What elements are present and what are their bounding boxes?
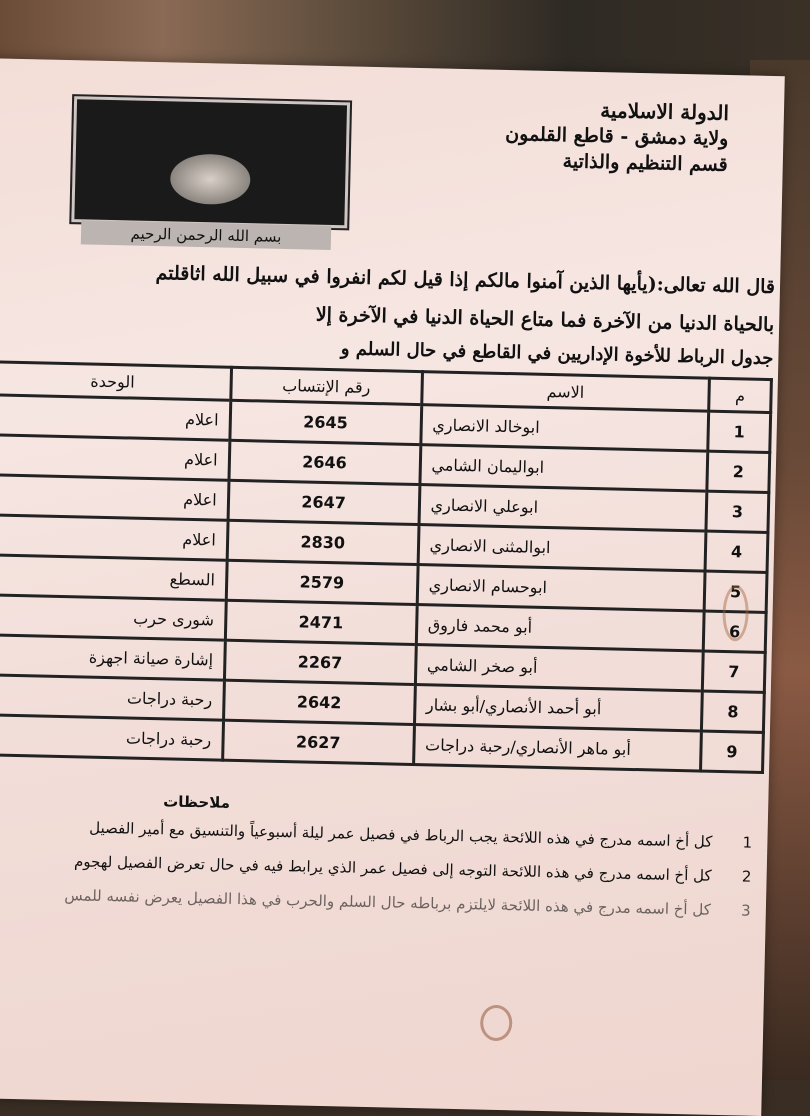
- note-text: كل أخ اسمه مدرج في هذه اللائحة التوجه إلى فصيل عمر الذي يرابط فيه في حال تعرض الفصيل لهجوم: [73, 852, 712, 885]
- row-number: 2646: [229, 440, 421, 484]
- notes-title: ملاحظات: [162, 792, 231, 812]
- row-unit: اعلام: [0, 395, 230, 440]
- table-title: جدول الرباط للأخوة الإداريين في القاطع في حال السلم و: [340, 338, 774, 370]
- header-unit: الوحدة: [0, 362, 231, 400]
- header-index: م: [709, 378, 772, 412]
- row-index: 4: [705, 531, 768, 572]
- verse-line-1: قال الله تعالى:(يأيها الذين آمنوا مالكم إذا قيل لكم انفروا في سبيل الله اثاقلتم: [155, 262, 776, 299]
- row-index: 3: [706, 491, 769, 532]
- row-number: 2471: [225, 600, 417, 644]
- header-line-1: الدولة الاسلامية: [599, 98, 730, 126]
- bismillah: بسم الله الرحمن الرحيم: [81, 220, 331, 250]
- row-number: 2579: [226, 560, 418, 604]
- note-item: [0, 884, 761, 920]
- row-name: ابوخالد الانصاري: [420, 405, 708, 452]
- row-name: أبو ماهر الأنصاري/رحبة دراجات: [413, 725, 701, 772]
- row-number: 2627: [222, 720, 414, 764]
- note-number: 2: [741, 867, 752, 886]
- roster-table: [0, 360, 773, 774]
- row-index: 2: [707, 451, 770, 492]
- emblem-script: [104, 114, 314, 137]
- row-name: ابوحسام الانصاري: [417, 565, 705, 612]
- row-number: 2642: [223, 680, 415, 724]
- row-index: 5: [704, 571, 767, 612]
- row-name: ابوعلي الانصاري: [419, 485, 707, 532]
- row-index: 1: [708, 411, 771, 452]
- header-number: رقم الإنتساب: [230, 367, 422, 404]
- row-index: 7: [702, 651, 765, 692]
- note-number: 3: [740, 901, 751, 920]
- row-number: 2267: [224, 640, 416, 684]
- header-name: الاسم: [421, 372, 709, 412]
- row-unit: رحبة دراجات: [0, 675, 224, 720]
- row-unit: اعلام: [0, 475, 229, 520]
- note-text: كل أخ اسمه مدرج في هذه اللائحة يجب الرباط في فصيل عمر ليلة أسبوعياً والتنسيق مع أمير الفصيل: [89, 818, 713, 851]
- row-name: أبو أحمد الأنصاري/أبو بشار: [414, 685, 702, 732]
- row-unit: اعلام: [0, 435, 230, 480]
- note-number: 1: [742, 833, 753, 852]
- row-number: 2647: [228, 480, 420, 524]
- note-item: [0, 850, 762, 886]
- note-item: [0, 816, 763, 852]
- row-unit: السطع: [0, 555, 227, 600]
- row-name: أبو محمد فاروق: [416, 605, 704, 652]
- row-unit: رحبة دراجات: [0, 715, 223, 760]
- row-number: 2645: [230, 400, 422, 444]
- document-header: [458, 94, 730, 178]
- document-paper: [0, 58, 785, 1116]
- stain-mark: [480, 1005, 513, 1042]
- row-index: 8: [701, 691, 764, 732]
- row-index: 9: [701, 731, 764, 772]
- row-unit: اعلام: [0, 515, 228, 560]
- row-name: أبو صخر الشامي: [415, 645, 703, 692]
- note-text: كل أخ اسمه مدرج في هذه اللائحة لايلتزم برباطه حال السلم والحرب في هذا الفصيل يعرض نفسه للمس: [64, 886, 712, 919]
- row-number: 2830: [227, 520, 419, 564]
- row-name: ابوالمثنى الانصاري: [418, 525, 706, 572]
- row-unit: إشارة صيانة اجهزة: [0, 635, 225, 680]
- header-line-2: ولاية دمشق - قاطع القلمون: [505, 122, 729, 150]
- verse-line-2: بالحياة الدنيا من الآخرة فما متاع الحياة الدنيا في الآخرة إلا: [315, 303, 775, 337]
- row-name: ابواليمان الشامي: [420, 445, 708, 492]
- emblem-seal: [170, 153, 251, 205]
- row-index: 6: [703, 611, 766, 652]
- emblem-logo: [71, 96, 350, 228]
- row-unit: شورى حرب: [0, 595, 226, 640]
- header-line-3: قسم التنظيم والذاتية: [562, 150, 729, 176]
